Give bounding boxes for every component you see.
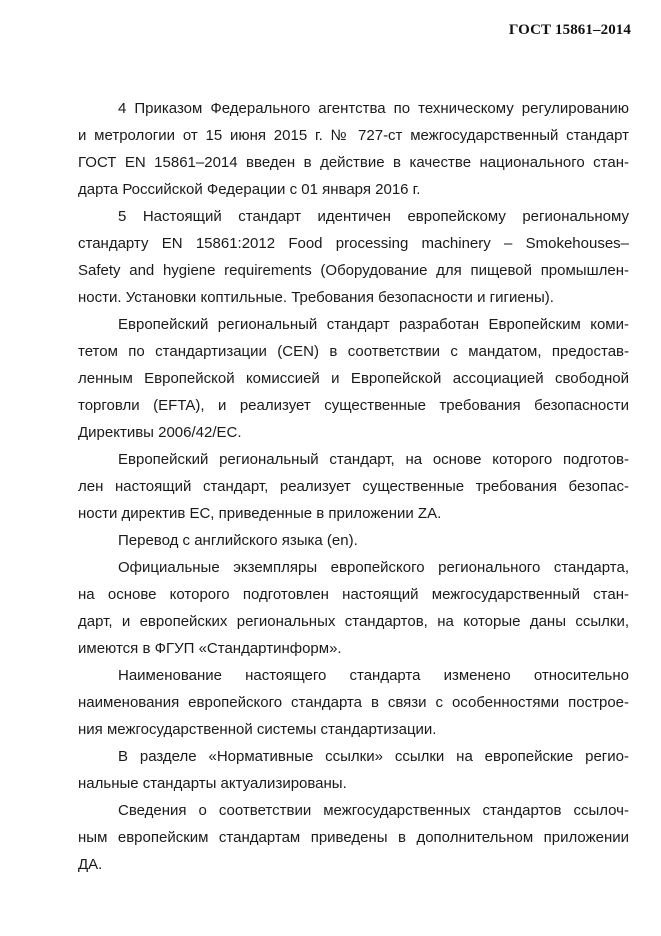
- paragraph-6: [78, 554, 629, 662]
- paragraph-line: торговли (EFTA), и реализует существенные требования безопасности: [78, 397, 629, 414]
- paragraph-line: имеются в ФГУП «Стандартинформ».: [78, 640, 342, 657]
- paragraph-line: лен настоящий стандарт, реализует существенные требования безопас-: [78, 478, 629, 495]
- paragraph-1: [78, 95, 629, 203]
- paragraph-2: [78, 203, 629, 311]
- paragraph-line: ДА.: [78, 856, 103, 873]
- paragraph-4: [78, 446, 629, 527]
- paragraph-line: ным европейским стандартам приведены в дополнительном приложении: [78, 829, 629, 846]
- paragraph-line: и метрологии от 15 июня 2015 г. № 727-ст межгосударственный стандарт: [78, 127, 629, 144]
- paragraph-line: Сведения о соответствии межгосударственных стандартов ссылоч-: [118, 802, 629, 819]
- paragraph-line: Safety and hygiene requirements (Оборудование для пищевой промышлен-: [78, 262, 629, 279]
- paragraph-line: дарта Российской Федерации с 01 января 2016 г.: [78, 181, 421, 198]
- paragraph-3: [78, 311, 629, 446]
- paragraph-line: Европейский региональный стандарт разработан Европейским коми-: [118, 316, 629, 333]
- paragraph-line: ности. Установки коптильные. Требования безопасности и гигиены).: [78, 289, 554, 306]
- paragraph-line: наименования европейского стандарта в связи с особенностями построе-: [78, 694, 629, 711]
- paragraph-line: 5 Настоящий стандарт идентичен европейскому региональному: [118, 208, 629, 225]
- paragraph-line: дарт, и европейских региональных стандартов, на которые даны ссылки,: [78, 613, 629, 630]
- page-header-standard-id: ГОСТ 15861–2014: [508, 22, 631, 38]
- paragraph-line: ленным Европейской комиссией и Европейской ассоциацией свободной: [78, 370, 629, 387]
- paragraph-line: Наименование настоящего стандарта изменено относительно: [118, 667, 629, 684]
- paragraph-line: ГОСТ EN 15861–2014 введен в действие в качестве национального стан-: [78, 154, 629, 171]
- paragraph-line: Официальные экземпляры европейского регионального стандарта,: [118, 559, 629, 576]
- paragraph-9: [78, 797, 629, 878]
- paragraph-line: 4 Приказом Федерального агентства по техническому регулированию: [118, 100, 629, 117]
- paragraph-7: [78, 662, 629, 743]
- paragraph-line: тетом по стандартизации (CEN) в соответствии с мандатом, предостав-: [78, 343, 629, 360]
- paragraph-line: Европейский региональный стандарт, на основе которого подготов-: [118, 451, 629, 468]
- paragraph-8: [78, 743, 629, 797]
- paragraph-line: стандарту EN 15861:2012 Food processing machinery – Smokehouses–: [78, 235, 629, 252]
- paragraph-line: В разделе «Нормативные ссылки» ссылки на европейские регио-: [118, 748, 629, 765]
- document-body: [78, 95, 629, 878]
- paragraph-line: Директивы 2006/42/ЕС.: [78, 424, 242, 441]
- paragraph-line: ности директив ЕС, приведенные в приложении ZA.: [78, 505, 442, 522]
- paragraph-line: на основе которого подготовлен настоящий межгосударственный стан-: [78, 586, 629, 603]
- paragraph-line: нальные стандарты актуализированы.: [78, 775, 347, 792]
- paragraph-line: ния межгосударственной системы стандартизации.: [78, 721, 437, 738]
- paragraph-5: [78, 527, 629, 554]
- paragraph-line: Перевод с английского языка (en).: [118, 532, 358, 549]
